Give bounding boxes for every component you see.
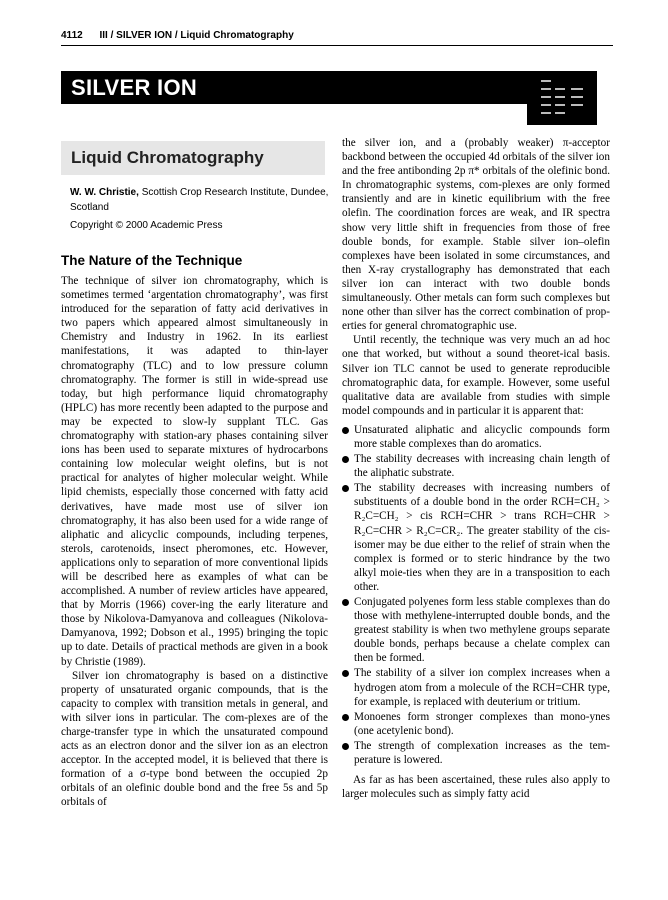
paragraph: The technique of silver ion chromatography, which is sometimes termed ‘argentation chromatography’, was first introduced for the separation of fatty acid derivatives in two papers which appeared almost simultaneously in Chemistry and Industry in 1962. In its earliest manifestations, it was adapted to thin-layer chromatography (TLC) and to low pressure column chromatography. The former is still in wide-spread use today, but high performance liquid chromatography (HPLC) has more recently been adapted to the purpose and may be expected to slow-ly supplant TLC. Gas chromatography with station-ary phases containing silver ions has been used to separate mixtures of hydrocarbons containing low molecular weight olefins, but is not practical for analytes of higher molecular weight. While lipid chemists, especially those concerned with fatty acid derivatives, have made most use of silver ion chromatography, it has also been used for a wide range of aliphatic and alicyclic compounds, including terpenes, sterols, carotenoids, insect pheromones, etc. However, applications only to separation of more conventional lipids will be described here as examples of what can be accomplished. A number of review articles have appeared, that by Morris (1966) cover-ing the early literature and those by Nikolova-Damyanova and colleagues (Nikolova-Damyanova, 1992; Dobson et al., 1995) bringing the topic up to date. Details of practical methods are given in a book by Christie (1989).: [61, 275, 328, 668]
paragraph: Silver ion chromatography is based on a distinctive property of unsaturated organic compounds, that is the capacity to complex with transition metals in general, and with silver ions in particular. The com-plexes are of the charge-transfer type in which the unsaturated compound acts as an electron donor and the silver ion as an electron acceptor. In the accepted model, it is believed that there is formation of a σ-type bond between the occupied 2p orbitals of an olefinic double bond and the free 5s and 5p orbitals of: [61, 669, 328, 809]
author-block: [70, 185, 330, 215]
paragraph: the silver ion, and a (probably weaker) π-acceptor backbond between the occupied 4d orbitals of the silver ion and the free antibonding 2p π* orbitals of the olefinic bond. In chromatographic systems, com-plexes are only formed transiently and are in kinetic equilibrium with the free olefin. The coordination forces are weak, and IR spectra show very little shift in frequencies from those of free double bonds, for example. Stable silver ion–olefin complexes have been isolated in some circumstances, and then X-ray crystallography has demonstrated that each silver ion can interact with two double bonds simultaneously. Other metals can form such complexes but none other than silver has the correct combination of prop-erties for general chromatographic use.: [342, 137, 610, 333]
periodic-table-logo-icon: [527, 71, 597, 125]
list-item: Unsaturated aliphatic and alicyclic compounds form more stable complexes than do aromatics.: [342, 423, 610, 451]
left-column: [61, 274, 328, 810]
article-title-box: [61, 141, 325, 175]
list-item: Monoenes form stronger complexes than mono-ynes (one acetylenic bond).: [342, 710, 610, 738]
copyright-line: Copyright © 2000 Academic Press: [70, 220, 223, 231]
banner-title: SILVER ION: [71, 75, 198, 100]
running-header: [61, 30, 294, 41]
list-item: The strength of complexation increases as the tem-perature is lowered.: [342, 739, 610, 767]
running-title: III / SILVER ION / Liquid Chromatography: [99, 30, 294, 41]
list-item: The stability decreases with increasing numbers of substituents of a double bond in the order RCH=CH₂ > R₂C=CH₂ > cis RCH=CHR > trans RCH=CHR > R₂C=CHR > R₂C=CR₂. The greater stability of the cis-isomer may be due either to the relief of strain when the complex is formed or to steric hindrance by the two alkyl moie-ties when they are in a transposition to each other.: [342, 481, 610, 594]
rules-list: [342, 423, 610, 767]
list-item: The stability decreases with increasing chain length of the aliphatic substrate.: [342, 452, 610, 480]
page-number: 4112: [61, 30, 83, 41]
section-banner: [61, 71, 527, 104]
paragraph: Until recently, the technique was very much an ad hoc one that worked, but without a sound theoret-ical basis. Silver ion TLC cannot be used to generate reproducible chromatographic data, for example. However, some useful qualitative data are available from studies with simple model compounds and in particular it is apparent that:: [342, 334, 610, 417]
author-name: W. W. Christie,: [70, 187, 139, 198]
author-affiliation: Scottish Crop Research Institute, Dundee, Scotland: [70, 187, 329, 213]
paragraph: As far as has been ascertained, these rules also apply to larger molecules such as simply fatty acid: [342, 774, 610, 801]
article-title: Liquid Chromatography: [71, 148, 264, 167]
list-item: Conjugated polyenes form less stable complexes than do those with methylene-interrupted double bonds, and the greatest stability is when two methylene groups separate double bonds, perhaps because a chelate complex can then be formed.: [342, 595, 610, 665]
section-heading: The Nature of the Technique: [61, 253, 243, 268]
list-item: The stability of a silver ion complex increases when a hydrogen atom from a molecule of the RCH=CHR type, for example, is replaced with deuterium or tritium.: [342, 666, 610, 708]
right-column: [342, 136, 610, 801]
header-rule: [61, 45, 613, 46]
